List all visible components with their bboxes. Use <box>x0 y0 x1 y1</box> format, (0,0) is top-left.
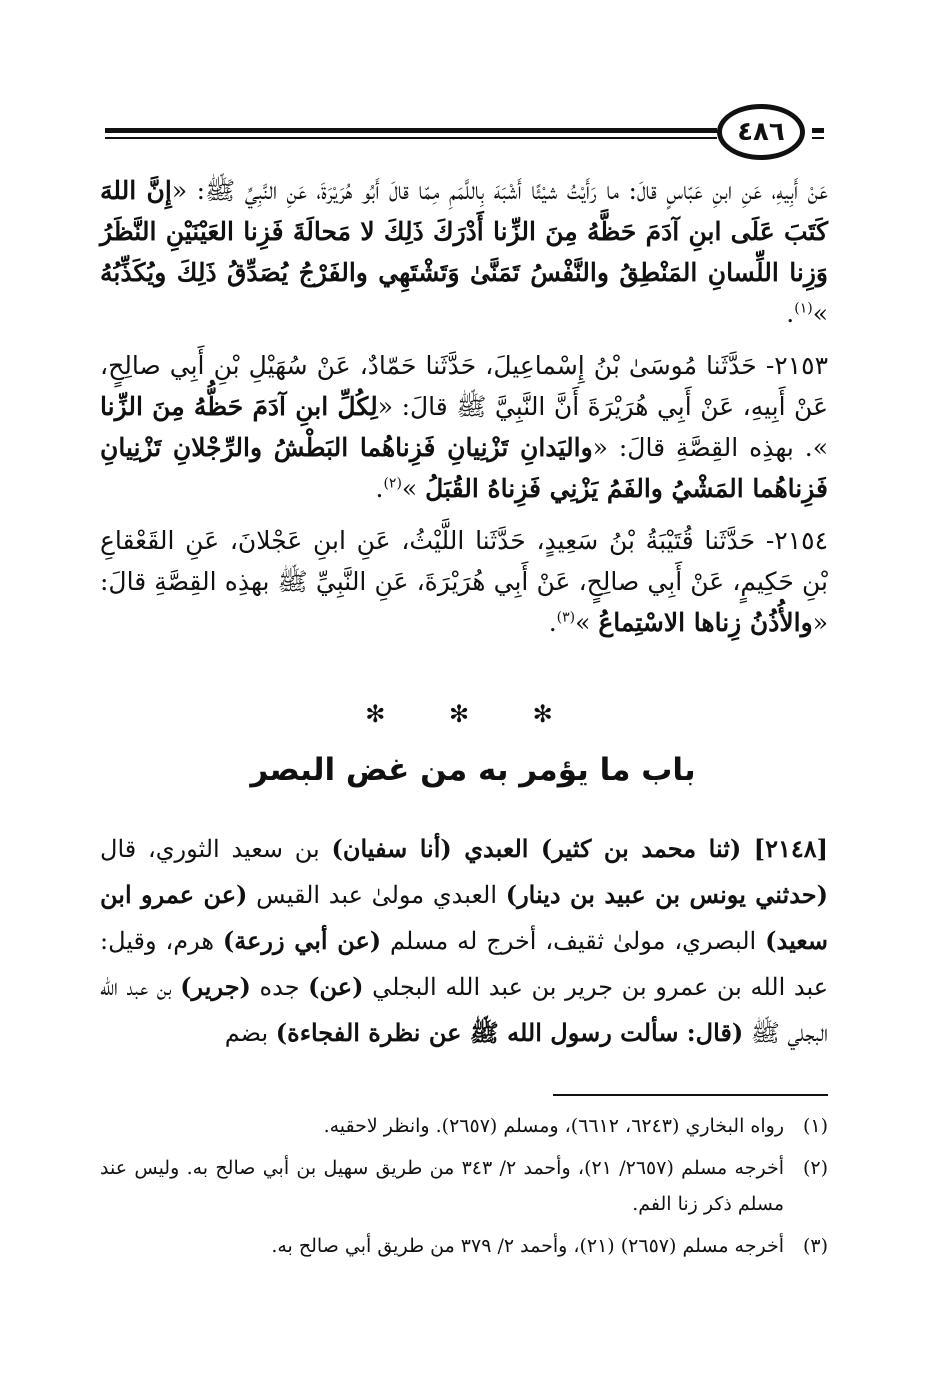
commentary-seg-14: بن عبد الله البجلي ﷺ <box>100 973 828 1047</box>
hadith-2-quote-2: واليَدانِ تَزْنِيانِ فَزِناهُما البَطْشُ والرِّجْلانِ تَزْنِيانِ فَزِناهُما المَشْيُ والفَمُ يَزْنِي فَزِناهُ القُبَلُ <box>100 433 828 503</box>
footnote-3 <box>100 1228 828 1264</box>
hadith-paragraph-3 <box>100 520 828 643</box>
section-divider-stars: ✻ ✻ ✻ <box>365 700 581 728</box>
footnote-ref-3[interactable]: (٣) <box>556 609 576 626</box>
commentary-seg-8: البصري، مولىٰ ثقيف، أخرج له مسلم <box>381 927 766 955</box>
commentary-seg-16: بضم <box>224 1019 276 1047</box>
footnote-number: (٣) <box>802 1235 828 1257</box>
commentary-seg-5: (حدثني يونس بن عبيد بن دينار) <box>505 880 829 909</box>
footnote-text: رواه البخاري (٦٢٤٣، ٦٦١٢)، ومسلم (٢٦٥٧). وانظر لاحقيه. <box>323 1115 784 1137</box>
header-tail-thick <box>812 128 824 133</box>
footnote-ref-1[interactable]: (١) <box>794 300 813 317</box>
footnote-2 <box>100 1150 828 1222</box>
hadith-1-end: . <box>786 299 795 328</box>
footnote-number: (١) <box>802 1115 828 1137</box>
footnote-1 <box>100 1108 828 1144</box>
footnote-number: (٢) <box>802 1157 828 1179</box>
commentary-seg-4: بن سعيد الثوري، قال <box>100 835 332 863</box>
hadith-2-quote-1: لِكُلِّ ابنِ آدَمَ حَظُّهُ مِنَ الزِّنا <box>100 392 378 421</box>
commentary-seg-7: (عن عمرو ابن سعيد) <box>100 880 828 955</box>
hadith-3-close: » <box>575 608 591 637</box>
commentary-seg-9: (عن أبي زرعة) <box>222 926 382 955</box>
hadith-1-close: » <box>812 299 828 328</box>
commentary-seg-12: جده <box>250 973 309 1001</box>
commentary-section <box>100 826 828 1056</box>
hadith-1-quote: إِنَّ اللهَ كَتَبَ عَلَى ابنِ آدَمَ حَظَّهُ مِنَ الزِّنا أَدْرَكَ ذَلِكَ لا مَحالَةَ فَزِنا العَيْنَيْنِ النَّظَرُ وَزِنا اللِّسانِ المَنْطِقُ والنَّفْسُ تَمَنَّىٰ وَتَشْتَهِي والفَرْجُ يُصَدِّقُ ذَلِكَ ويُكَذِّبُهُ <box>100 176 828 287</box>
commentary-number: [٢١٤٨] <box>753 834 828 863</box>
header-rule-thick <box>105 128 717 133</box>
hadith-section <box>100 170 828 654</box>
page-number: ٤٨٦ <box>717 104 805 160</box>
hadith-2-intro: ٢١٥٣- حَدَّثَنا مُوسَىٰ بْنُ إِسْماعِيلَ، حَدَّثَنا حَمّادٌ، عَنْ سُهَيْلِ بْنِ أَبِي صالِحٍ، عَنْ أَبِيهِ، عَنْ أَبِي هُرَيْرَةَ أَنَّ النَّبِيَّ ﷺ قالَ: « <box>100 351 828 421</box>
hadith-2-mid: ». بهذِه القِصَّةِ قالَ: « <box>592 433 828 462</box>
footnote-ref-2[interactable]: (٢) <box>383 475 402 492</box>
commentary-seg-13: (جرير) <box>180 972 251 1001</box>
footnotes-section <box>100 1108 828 1270</box>
header-rule-thin <box>105 137 717 139</box>
commentary-seg-11: (عن) <box>308 972 364 1001</box>
footnote-text: أخرجه مسلم (٢٦٥٧) (٢١)، وأحمد ٢/ ٣٧٩ من طريق أبي صالح به. <box>271 1235 784 1257</box>
hadith-3-end: . <box>548 608 557 637</box>
hadith-2-end: . <box>375 474 384 503</box>
hadith-paragraph-1 <box>100 170 828 334</box>
chapter-title: باب ما يؤمر به من غض البصر <box>250 752 696 788</box>
commentary-seg-15: (قال: سألت رسول الله ﷺ عن نظرة الفجاءة) <box>275 1018 744 1047</box>
footnote-separator <box>553 1094 828 1096</box>
commentary-seg-2: (ثنا محمد بن كثير) العبدي <box>451 834 754 863</box>
hadith-3-quote: والأُذُنُ زِناها الاسْتِماعُ <box>598 608 813 637</box>
hadith-3-intro: ٢١٥٤- حَدَّثَنا قُتَيْبَةُ بْنُ سَعِيدٍ، حَدَّثَنا اللَّيْثُ، عَنِ ابنِ عَجْلانَ، عَنِ القَعْقاعِ بْنِ حَكِيمٍ، عَنْ أَبِي صالِحٍ، عَنْ أَبِي هُرَيْرَةَ، عَنِ النَّبِيِّ ﷺ بهذِه القِصَّةِ قالَ: « <box>100 526 828 637</box>
commentary-seg-10: هرم، وقيل: عبد الله بن عمرو بن جرير بن عبد الله البجلي <box>100 927 829 1001</box>
commentary-seg-3: (أنا سفيان) <box>331 834 452 863</box>
hadith-paragraph-2 <box>100 345 828 509</box>
hadith-2-close: » <box>401 474 418 503</box>
commentary-paragraph <box>100 826 828 1056</box>
footnote-text: أخرجه مسلم (٢٦٥٧/ ٢١)، وأحمد ٢/ ٣٤٣ من طريق سهيل بن أبي صالح به. وليس عند مسلم ذكر زنا الفم. <box>100 1157 784 1215</box>
header-tail-thin <box>812 137 824 139</box>
commentary-seg-6: العبدي مولىٰ عبد القيس <box>247 881 506 909</box>
hadith-1-intro: عَنْ أَبِيهِ، عَنِ ابنِ عَبّاسٍ قالَ: ما رَأَيْتُ شيْئًا أَشْبَهَ بِاللَّمَمِ مِمّا قالَ أَبُو هُرَيْرَةَ، عَنِ النَّبِيِّ ﷺ: « <box>171 176 828 205</box>
